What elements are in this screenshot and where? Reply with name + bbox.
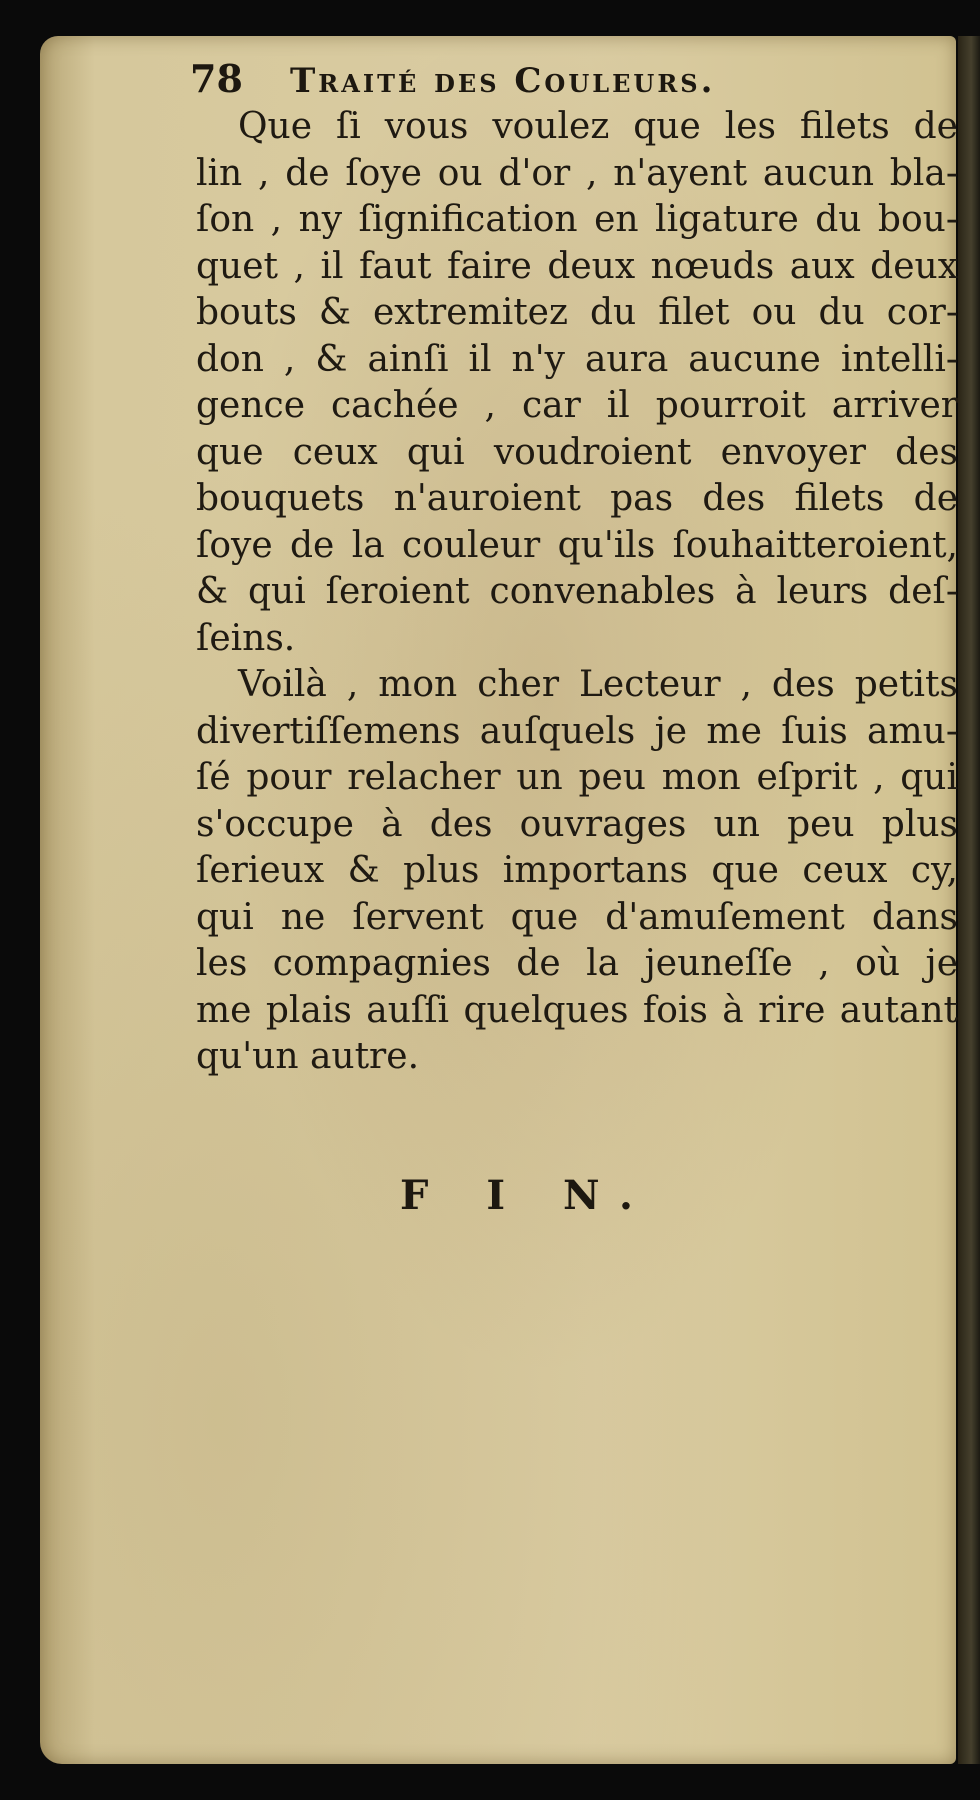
text-line: gence cachée , car il pourroit arriver bbox=[196, 385, 958, 426]
text-line: les compagnies de la jeuneſſe , où je bbox=[196, 943, 958, 984]
text-line: don , & ainſi il n'y aura aucune intelli- bbox=[196, 338, 958, 380]
running-head bbox=[190, 56, 930, 101]
page-number: 78 bbox=[190, 56, 243, 101]
text-line: quet , il faut faire deux nœuds aux deux bbox=[196, 245, 958, 287]
body-text bbox=[196, 104, 958, 1081]
text-line: & qui ſeroient convenables à leurs deſ- bbox=[196, 571, 958, 612]
text-line: Que ſi vous voulez que les filets de bbox=[238, 106, 958, 147]
text-line: ſeins. bbox=[196, 617, 296, 659]
text-line: qui ne ſervent que d'amuſement dans bbox=[196, 896, 958, 938]
text-line: qu'un autre. bbox=[196, 1036, 420, 1077]
text-line: Voilà , mon cher Lecteur , des petits bbox=[238, 664, 958, 705]
page-edge bbox=[958, 36, 980, 1764]
text-line: bouts & extremitez du filet ou du cor- bbox=[196, 292, 958, 333]
text-line: ſon , ny ſignification en ligature du bou- bbox=[196, 199, 958, 240]
text-line: ſoye de la couleur qu'ils ſouhaitteroient, bbox=[196, 524, 958, 566]
text-line: s'occupe à des ouvrages un peu plus bbox=[196, 803, 958, 845]
text-line: divertiſſemens auſquels je me ſuis amu- bbox=[196, 710, 958, 752]
text-line: que ceux qui voudroient envoyer des bbox=[196, 431, 958, 473]
text-line: lin , de ſoye ou d'or , n'ayent aucun bla- bbox=[196, 152, 958, 194]
text-line: ſé pour relacher un peu mon eſprit , qui bbox=[196, 757, 958, 798]
paragraph bbox=[196, 104, 958, 662]
paragraph bbox=[196, 662, 958, 1081]
text-line: bouquets n'auroient pas des filets de bbox=[196, 478, 958, 519]
text-line: ſerieux & plus importans que ceux cy, bbox=[196, 850, 958, 891]
colophon-fin: F I N. bbox=[400, 1172, 655, 1219]
running-title: Traité des Couleurs. bbox=[290, 61, 716, 101]
text-line: me plais auſſi quelques fois à rire autant bbox=[196, 989, 958, 1031]
